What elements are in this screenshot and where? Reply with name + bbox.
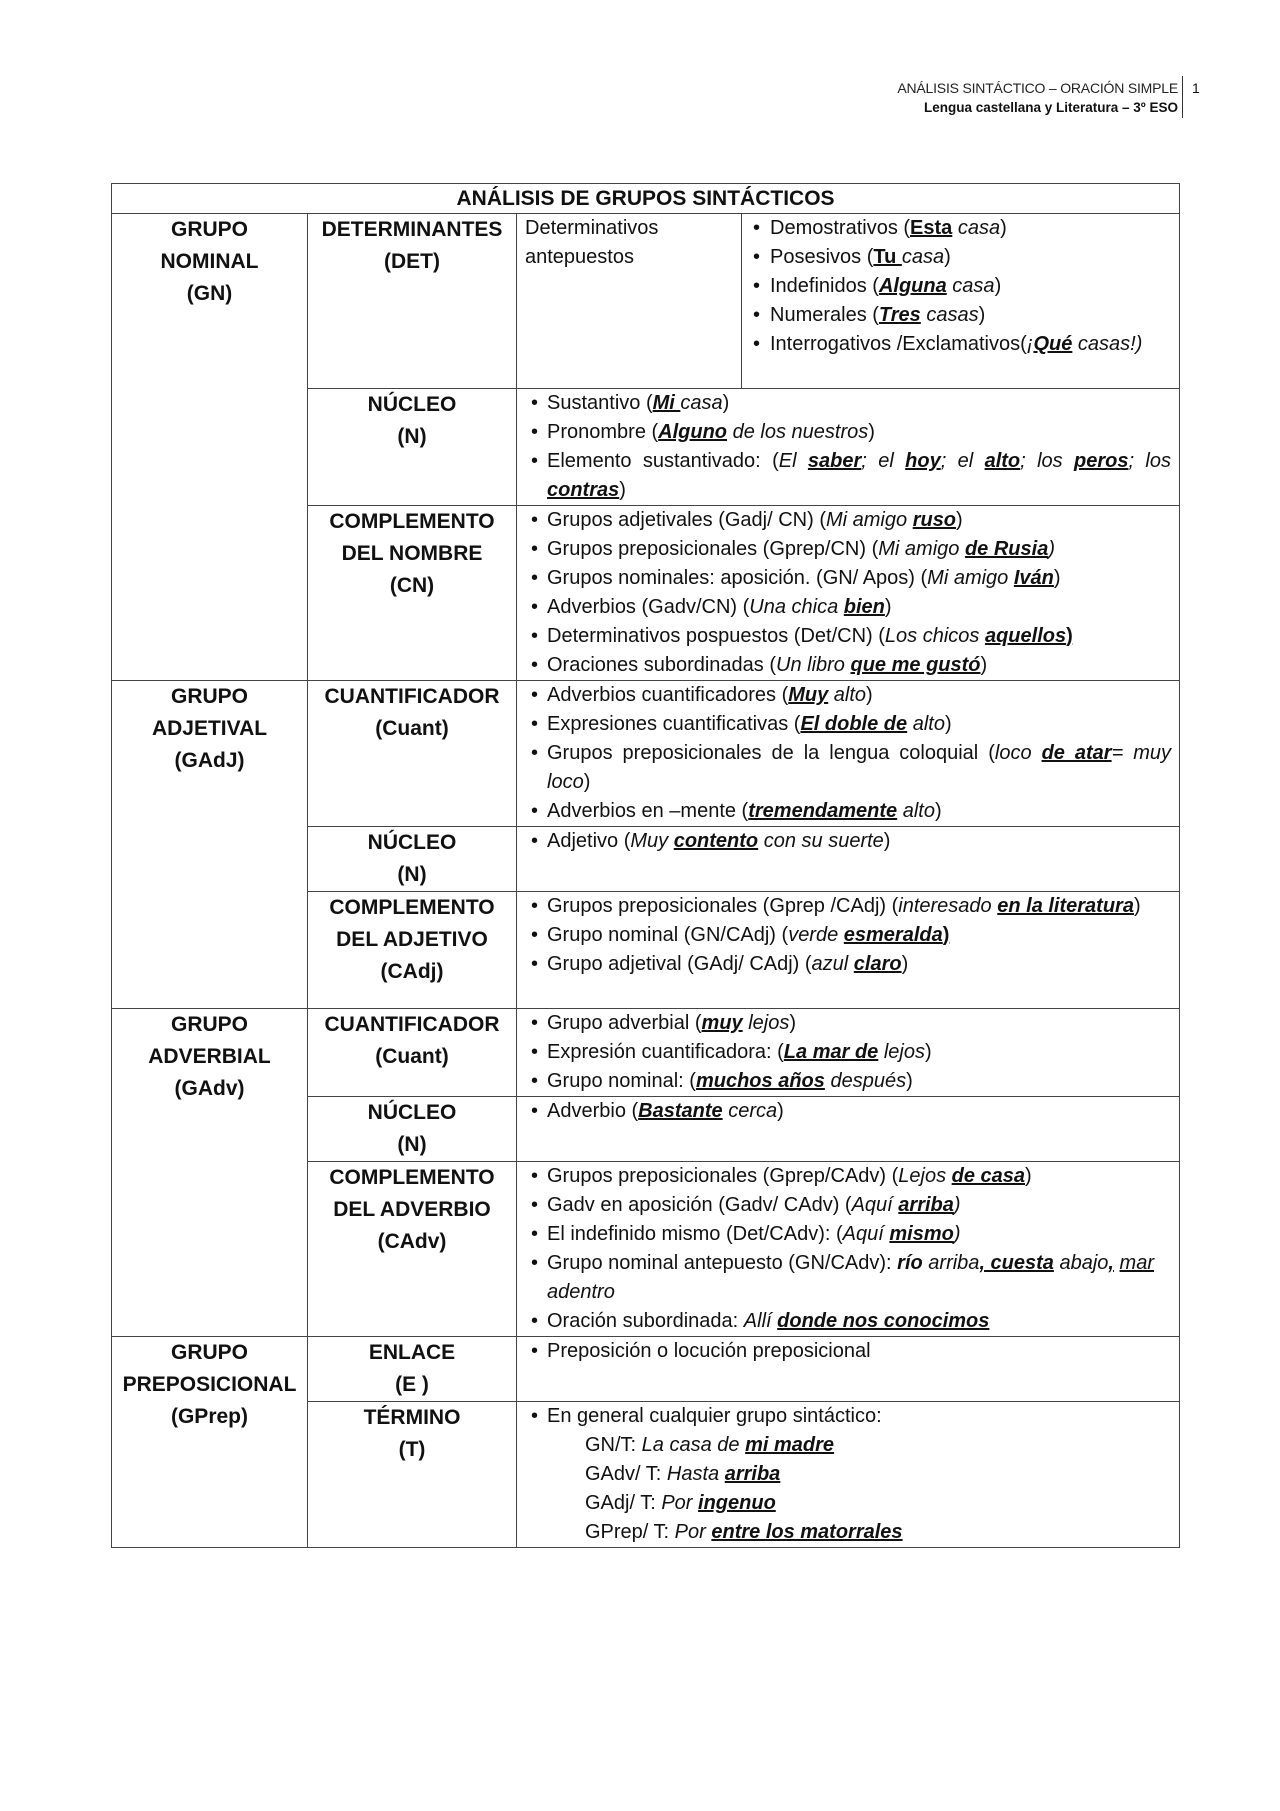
list-item: • Oraciones subordinadas (Un libro que me gustó) bbox=[525, 651, 1171, 680]
list-item: • Posesivos (Tu casa) bbox=[750, 243, 1171, 272]
function-complemento-adjetivo: COMPLEMENTO DEL ADJETIVO (CAdj) bbox=[308, 892, 517, 1009]
header-title: ANÁLISIS SINTÁCTICO – ORACIÓN SIMPLE bbox=[897, 80, 1178, 96]
group-nominal-label: GRUPO NOMINAL (GN) bbox=[112, 214, 308, 681]
function-cuantificador: CUANTIFICADOR (Cuant) bbox=[308, 681, 517, 827]
complemento-nombre-list bbox=[517, 506, 1180, 681]
group-adjetival-label: GRUPO ADJETIVAL (GAdJ) bbox=[112, 681, 308, 1009]
function-nucleo: NÚCLEO (N) bbox=[308, 1097, 517, 1162]
list-item: • Grupo adjetival (GAdj/ CAdj) (azul claro) bbox=[525, 950, 1171, 979]
nucleo-list bbox=[517, 827, 1180, 892]
syntactic-groups-table bbox=[111, 183, 1180, 1548]
function-enlace: ENLACE (E ) bbox=[308, 1337, 517, 1402]
list-item: • Determinativos pospuestos (Det/CN) (Los chicos aquellos) bbox=[525, 622, 1171, 651]
list-item: • Grupos preposicionales (Gprep/CN) (Mi amigo de Rusia) bbox=[525, 535, 1171, 564]
function-determinantes: DETERMINANTES (DET) bbox=[308, 214, 517, 389]
function-nucleo: NÚCLEO (N) bbox=[308, 827, 517, 892]
group-preposicional-label: GRUPO PREPOSICIONAL (GPrep) bbox=[112, 1337, 308, 1548]
function-nucleo: NÚCLEO (N) bbox=[308, 389, 517, 506]
list-item: • Interrogativos /Exclamativos(¡Qué casas!) bbox=[750, 330, 1171, 359]
group-adverbial-label: GRUPO ADVERBIAL (GAdv) bbox=[112, 1009, 308, 1337]
list-item: • Indefinidos (Alguna casa) bbox=[750, 272, 1171, 301]
list-item: • Grupos preposicionales (Gprep /CAdj) (interesado en la literatura) bbox=[525, 892, 1171, 921]
list-item: • En general cualquier grupo sintáctico: bbox=[525, 1402, 1171, 1431]
header-subtitle: Lengua castellana y Literatura – 3º ESO bbox=[923, 100, 1178, 115]
list-item: • Grupos preposicionales de la lengua coloquial (loco de atar= muy loco) bbox=[525, 739, 1171, 797]
list-item: • Grupo nominal: (muchos años después) bbox=[525, 1067, 1171, 1096]
document-header bbox=[897, 78, 1178, 118]
list-item: • El indefinido mismo (Det/CAdv): (Aquí mismo) bbox=[525, 1220, 1171, 1249]
list-item: • Demostrativos (Esta casa) bbox=[750, 214, 1171, 243]
list-item: • Elemento sustantivado: (El saber; el hoy; el alto; los peros; los contras) bbox=[525, 447, 1171, 505]
termino-example: GPrep/ T: Por entre los matorrales bbox=[585, 1521, 903, 1543]
list-item: • Adverbios en –mente (tremendamente alto) bbox=[525, 797, 1171, 826]
table-row bbox=[112, 214, 1180, 389]
termino-example: GAdv/ T: Hasta arriba bbox=[585, 1463, 781, 1485]
table-row bbox=[112, 1009, 1180, 1097]
list-item: • Grupo nominal (GN/CAdj) (verde esmeralda) bbox=[525, 921, 1171, 950]
table-title-row bbox=[112, 184, 1180, 214]
list-item: • Expresión cuantificadora: (La mar de lejos) bbox=[525, 1038, 1171, 1067]
nucleo-list bbox=[517, 389, 1180, 506]
termino-list bbox=[517, 1402, 1180, 1548]
complemento-adjetivo-list bbox=[517, 892, 1180, 1009]
table-title: ANÁLISIS DE GRUPOS SINTÁCTICOS bbox=[112, 184, 1180, 214]
list-item: • Oración subordinada: Allí donde nos conocimos bbox=[525, 1307, 1171, 1336]
list-item: • Adverbios (Gadv/CN) (Una chica bien) bbox=[525, 593, 1171, 622]
list-item: • Grupo adverbial (muy lejos) bbox=[525, 1009, 1171, 1038]
table-row bbox=[112, 681, 1180, 827]
cuantificador-list bbox=[517, 1009, 1180, 1097]
list-item: • Grupos adjetivales (Gadj/ CN) (Mi amigo ruso) bbox=[525, 506, 1171, 535]
cuantificador-list bbox=[517, 681, 1180, 827]
termino-example: GN/T: La casa de mi madre bbox=[585, 1434, 835, 1456]
determinantes-list bbox=[742, 214, 1180, 389]
list-item: • Grupos nominales: aposición. (GN/ Apos) (Mi amigo Iván) bbox=[525, 564, 1171, 593]
list-item: • Adverbio (Bastante cerca) bbox=[525, 1097, 1171, 1126]
list-item: • Expresiones cuantificativas (El doble de alto) bbox=[525, 710, 1171, 739]
list-item: • Adverbios cuantificadores (Muy alto) bbox=[525, 681, 1171, 710]
nucleo-list bbox=[517, 1097, 1180, 1162]
page-number: 1 bbox=[1192, 80, 1200, 96]
list-item: • Grupo nominal antepuesto (GN/CAdv): río arriba, cuesta abajo, mar adentro bbox=[525, 1249, 1171, 1307]
list-item: • Preposición o locución preposicional bbox=[525, 1337, 1171, 1366]
function-cuantificador: CUANTIFICADOR (Cuant) bbox=[308, 1009, 517, 1097]
function-termino: TÉRMINO (T) bbox=[308, 1402, 517, 1548]
enlace-list bbox=[517, 1337, 1180, 1402]
function-complemento-adverbio: COMPLEMENTO DEL ADVERBIO (CAdv) bbox=[308, 1162, 517, 1337]
termino-example: GAdj/ T: Por ingenuo bbox=[585, 1492, 776, 1514]
list-item: • Pronombre (Alguno de los nuestros) bbox=[525, 418, 1171, 447]
determinativos-category: Determinativos antepuestos bbox=[517, 214, 742, 389]
complemento-adverbio-list bbox=[517, 1162, 1180, 1337]
table-row bbox=[112, 1337, 1180, 1402]
header-divider bbox=[1182, 76, 1183, 118]
list-item: • Grupos preposicionales (Gprep/CAdv) (Lejos de casa) bbox=[525, 1162, 1171, 1191]
list-item: • Sustantivo (Mi casa) bbox=[525, 389, 1171, 418]
list-item: • Gadv en aposición (Gadv/ CAdv) (Aquí arriba) bbox=[525, 1191, 1171, 1220]
function-complemento-nombre: COMPLEMENTO DEL NOMBRE (CN) bbox=[308, 506, 517, 681]
list-item: • Numerales (Tres casas) bbox=[750, 301, 1171, 330]
list-item: • Adjetivo (Muy contento con su suerte) bbox=[525, 827, 1171, 856]
